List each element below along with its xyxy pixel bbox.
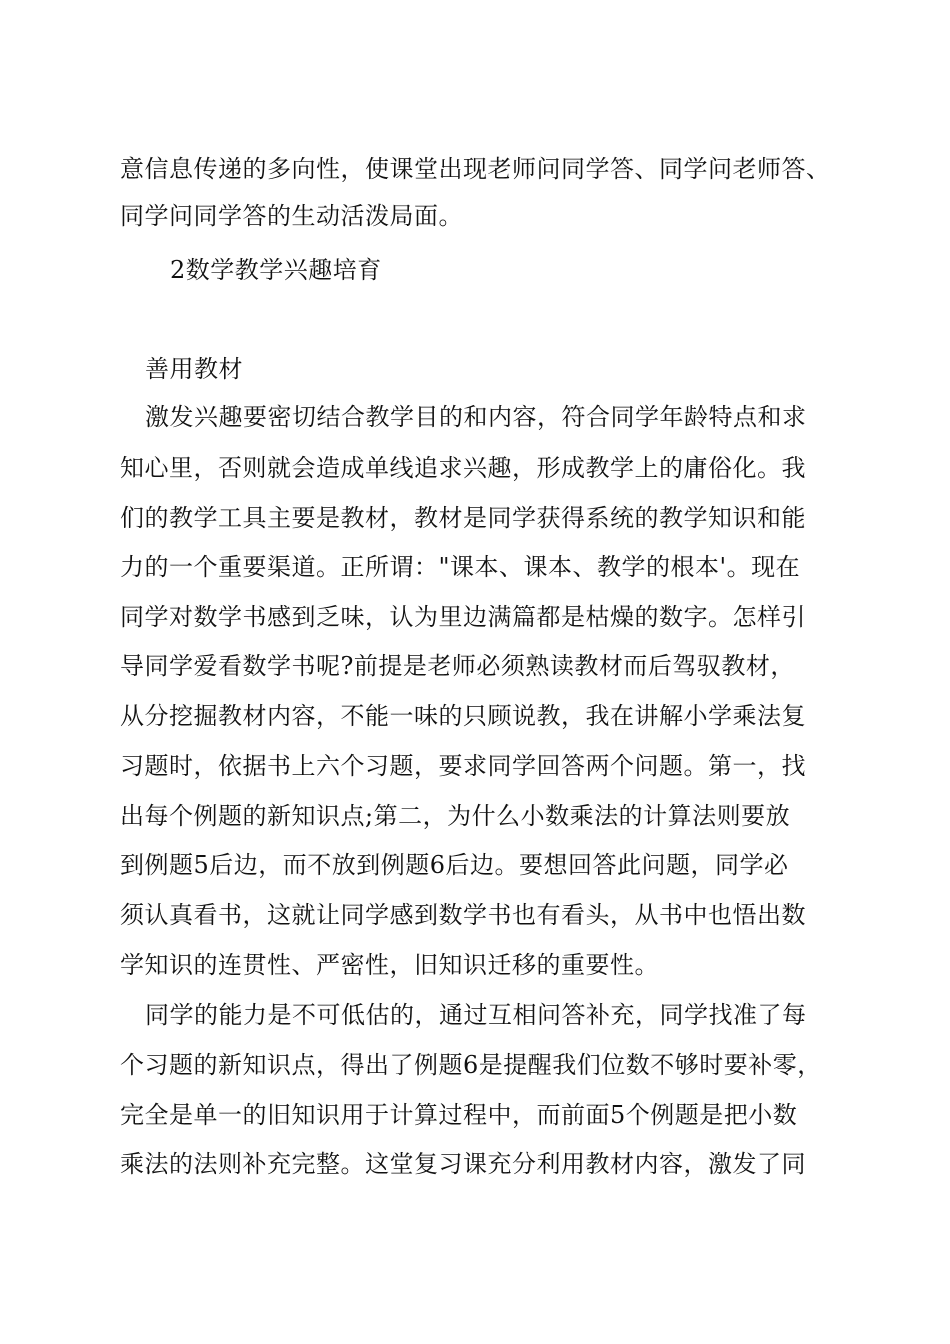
text-line: 从分挖掘教材内容，不能一味的只顾说教，我在讲解小学乘法复 — [120, 702, 806, 730]
text-line: 力的一个重要渠道。正所谓："课本、课本、教学的根本'。现在 — [120, 553, 801, 581]
text-line: 学知识的连贯性、严密性，旧知识迁移的重要性。 — [120, 951, 659, 979]
subsection-heading: 善用教材 — [145, 355, 243, 383]
text-line: 意信息传递的多向性，使课堂出现老师问同学答、同学问老师答、 — [120, 155, 831, 183]
text-line: 个习题的新知识点，得出了例题6是提醒我们位数不够时要补零， — [120, 1051, 822, 1079]
text-line: 须认真看书，这就让同学感到数学书也有看头，从书中也悟出数 — [120, 901, 806, 929]
text-line: 同学的能力是不可低估的，通过互相问答补充，同学找准了每 — [145, 1001, 807, 1029]
text-line: 们的教学工具主要是教材，教材是同学获得系统的教学知识和能 — [120, 504, 806, 532]
text-line: 激发兴趣要密切结合教学目的和内容，符合同学年龄特点和求 — [145, 403, 807, 431]
text-line: 完全是单一的旧知识用于计算过程中，而前面5个例题是把小数 — [120, 1101, 798, 1129]
text-line: 同学对数学书感到乏味，认为里边满篇都是枯燥的数字。怎样引 — [120, 603, 806, 631]
text-line: 乘法的法则补充完整。这堂复习课充分利用教材内容，激发了同 — [120, 1150, 806, 1178]
text-line: 到例题5后边，而不放到例题6后边。要想回答此问题，同学必 — [120, 851, 789, 879]
section-heading: 2数学教学兴趣培育 — [170, 256, 382, 284]
text-line: 出每个例题的新知识点;第二，为什么小数乘法的计算法则要放 — [120, 802, 791, 830]
text-line: 同学问同学答的生动活泼局面。 — [120, 202, 463, 230]
text-line: 导同学爱看数学书呢?前提是老师必须熟读教材而后驾驭教材， — [120, 652, 795, 680]
text-line: 知心里，否则就会造成单线追求兴趣，形成教学上的庸俗化。我 — [120, 454, 806, 482]
text-line: 习题时，依据书上六个习题，要求同学回答两个问题。第一，找 — [120, 752, 806, 780]
